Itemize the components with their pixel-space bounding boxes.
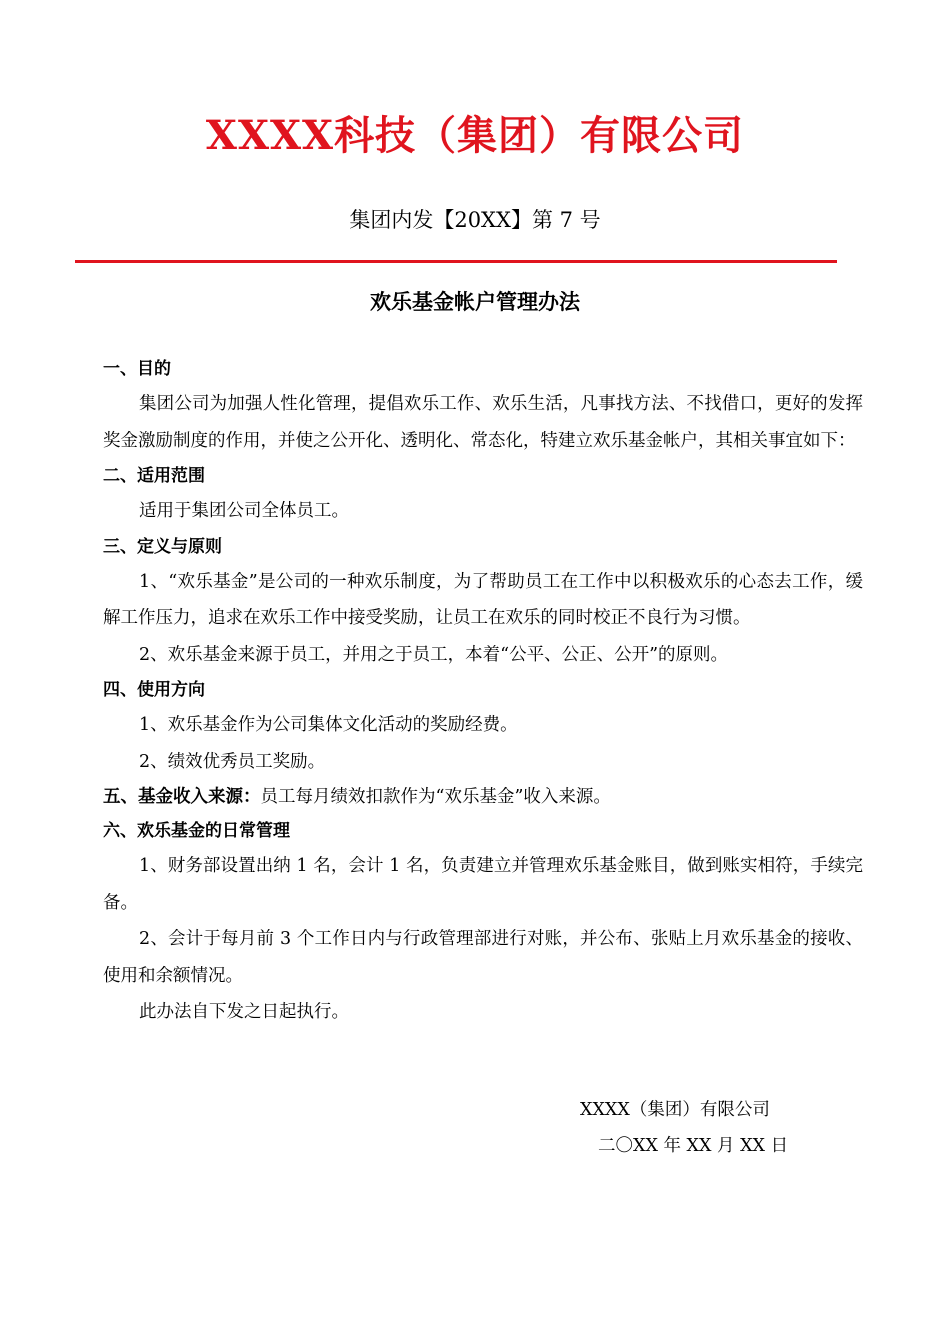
section-income-source [103, 780, 863, 814]
section-heading: 四、使用方向 [103, 680, 205, 700]
section-heading: 三、定义与原则 [103, 536, 222, 557]
signature-company: XXXX（集团）有限公司 [580, 1100, 770, 1120]
inline-section [103, 780, 863, 814]
section-heading: 二、适用范围 [103, 466, 205, 486]
document-number: 集团内发【20XX】第 7 号 [349, 208, 601, 232]
signature-block [560, 1092, 800, 1164]
section-text: 员工每月绩效扣款作为“欢乐基金”收入来源。 [260, 787, 611, 807]
paragraph: 2、绩效优秀员工奖励。 [139, 751, 326, 772]
paragraph: 1、欢乐基金作为公司集体文化活动的奖励经费。 [139, 715, 518, 735]
company-title: XXXX科技（集团）有限公司 [205, 112, 745, 159]
document-title: 欢乐基金帐户管理办法 [370, 290, 580, 314]
paragraph: 1、财务部设置出纳 1 名，会计 1 名，负责建立并管理欢乐基金账目，做到账实相符，手续完备。 [103, 856, 863, 913]
section-daily-management [103, 814, 863, 1031]
red-divider [75, 260, 837, 263]
paragraph: 适用于集团公司全体员工。 [139, 501, 349, 521]
paragraph: 集团公司为加强人性化管理，提倡欢乐工作、欢乐生活，凡事找方法、不找借口，更好的发挥奖金激励制度的作用，并使之公开化、透明化、常态化，特建立欢乐基金帐户，其相关事宜如下： [103, 394, 863, 451]
section-definition [103, 530, 863, 674]
signature-date: 二〇XX 年 XX 月 XX 日 [598, 1136, 789, 1156]
section-scope [103, 459, 863, 530]
paragraph: 此办法自下发之日起执行。 [139, 1002, 349, 1022]
section-heading: 六、欢乐基金的日常管理 [103, 821, 290, 841]
section-heading: 一、目的 [103, 359, 171, 379]
document-body [103, 352, 863, 1031]
paragraph: 1、“欢乐基金”是公司的一种欢乐制度，为了帮助员工在工作中以积极欢乐的心态去工作，缓解工作压力，追求在欢乐工作中接受奖励，让员工在欢乐的同时校正不良行为习惯。 [103, 571, 863, 628]
section-usage [103, 673, 863, 780]
paragraph: 2、欢乐基金来源于员工，并用之于员工，本着“公平、公正、公开”的原则。 [139, 644, 729, 665]
section-heading: 五、基金收入来源： [103, 787, 261, 807]
paragraph: 2、会计于每月前 3 个工作日内与行政管理部进行对账，并公布、张贴上月欢乐基金的接收、使用和余额情况。 [103, 929, 863, 986]
section-purpose [103, 352, 863, 459]
